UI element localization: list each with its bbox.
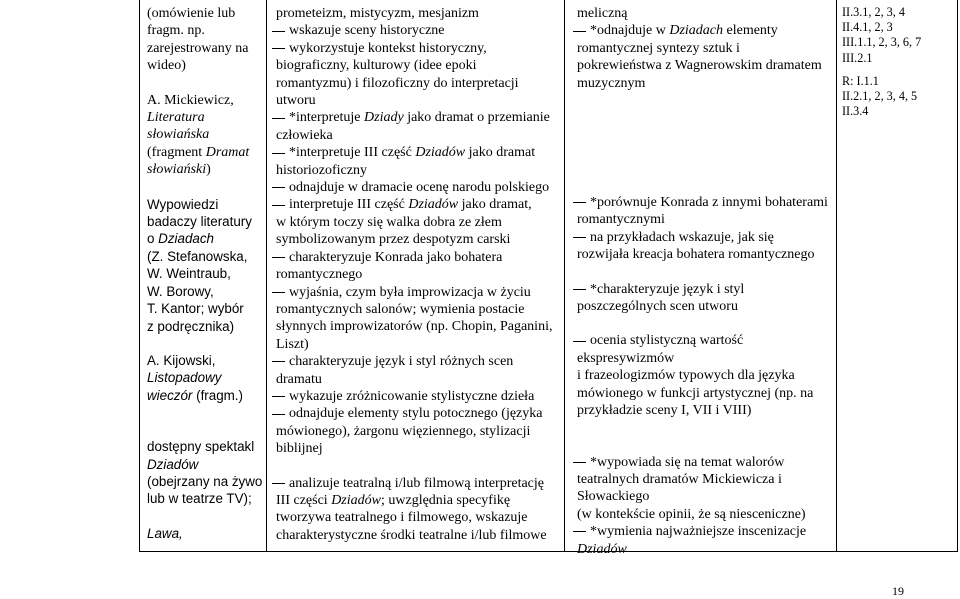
- text-fragment: historiozoficzny: [276, 162, 367, 178]
- requirement-line: [272, 458, 562, 475]
- text-fragment: romantycznego: [276, 267, 363, 283]
- text-fragment: utworu: [276, 93, 316, 109]
- requirement-line: [272, 336, 562, 353]
- text-fragment: poszczególnych scen utworu: [577, 299, 738, 315]
- requirement-line: [573, 315, 835, 332]
- requirement-line: [573, 523, 835, 540]
- curriculum-references-column: [842, 5, 954, 119]
- text-line: [147, 456, 265, 473]
- text-fragment: ocenia stylistyczną wartość: [590, 333, 744, 349]
- text-fragment: odnajduje w dramacie ocenę narodu polskiego: [289, 180, 550, 196]
- requirement-line: [272, 231, 562, 248]
- curriculum-reference: II.3.4: [842, 104, 869, 119]
- text-line: [147, 5, 265, 22]
- text-fragment: A. Mickiewicz,: [147, 92, 234, 108]
- table-border-left: [139, 0, 140, 552]
- requirement-line: [573, 40, 835, 57]
- text-line: [147, 473, 265, 490]
- text-fragment: słowiańska: [147, 127, 210, 143]
- requirement-line: [573, 281, 835, 298]
- text-fragment: *odnajduje w: [590, 23, 670, 39]
- requirement-line: [573, 75, 835, 92]
- text-line: [147, 352, 265, 369]
- title-italic: Dziadach: [158, 231, 214, 247]
- requirement-line: [573, 22, 835, 39]
- requirement-line: [272, 527, 562, 544]
- requirement-line: [272, 40, 562, 57]
- text-fragment: wyjaśnia, czym była improwizacja w życiu: [289, 284, 531, 300]
- requirement-line: [272, 371, 562, 388]
- text-fragment: na przykładach wskazuje, jak się: [590, 229, 774, 245]
- text-line: [147, 22, 265, 39]
- curriculum-reference: II.3.1, 2, 3, 4: [842, 5, 905, 19]
- requirement-line: [573, 488, 835, 505]
- text-line: [147, 300, 265, 317]
- text-fragment: ekspresywizmów: [577, 350, 675, 366]
- text-fragment: o: [147, 231, 159, 247]
- curriculum-reference: III.2.1: [842, 50, 873, 65]
- text-fragment: charakteryzuje język i styl różnych scen: [289, 354, 514, 370]
- text-line: [147, 92, 265, 109]
- text-line: [147, 213, 265, 230]
- text-fragment: elementy: [723, 23, 778, 39]
- texts-column: [147, 5, 265, 542]
- text-fragment: dostępny spektakl: [147, 439, 255, 455]
- text-line: [147, 179, 265, 196]
- curriculum-reference: II.2.1, 2, 3, 4, 5: [842, 89, 918, 104]
- text-line: [147, 161, 265, 178]
- text-fragment: badaczy literatury: [147, 214, 252, 230]
- text-fragment: meliczną: [577, 6, 628, 21]
- text-fragment: ): [206, 162, 211, 178]
- curriculum-reference: II.4.1, 2, 3: [842, 20, 893, 35]
- text-fragment: W. Borowy,: [147, 283, 214, 299]
- requirement-line: [272, 266, 562, 283]
- text-line: [147, 369, 265, 386]
- text-fragment: odnajduje elementy stylu potocznego (języka: [289, 406, 543, 422]
- text-fragment: w którym toczy się walka dobra ze złem: [276, 214, 502, 230]
- text-fragment: przykładzie sceny I, VII i VIII): [577, 403, 752, 419]
- requirement-line: [573, 92, 835, 109]
- column-divider-2: [564, 0, 565, 552]
- text-line: [147, 230, 265, 247]
- requirement-line: [272, 109, 562, 126]
- requirement-line: [573, 177, 835, 194]
- text-line: [147, 144, 265, 161]
- requirement-line: [573, 211, 835, 228]
- requirement-line: [272, 127, 562, 144]
- text-fragment: fragm. np.: [147, 23, 205, 39]
- text-fragment: (Z. Stefanowska,: [147, 248, 248, 264]
- text-fragment: A. Kijowski,: [147, 352, 216, 368]
- text-fragment: z podręcznika): [147, 318, 235, 334]
- requirement-line: [573, 420, 835, 437]
- text-fragment: *wymienia najważniejsze inscenizacje: [590, 524, 807, 540]
- text-fragment: Liszt): [276, 336, 309, 352]
- text-line: [147, 404, 265, 421]
- text-fragment: człowieka: [276, 127, 333, 143]
- text-fragment: *interpretuje: [289, 110, 365, 126]
- text-fragment: rozwijała kreacja bohatera romantycznego: [577, 247, 815, 263]
- requirement-line: [573, 437, 835, 454]
- text-line: [147, 438, 265, 455]
- text-line: [147, 508, 265, 525]
- requirement-line: [573, 109, 835, 126]
- text-fragment: *interpretuje III część: [289, 145, 416, 161]
- text-line: [147, 490, 265, 507]
- title-italic: Dramat: [205, 144, 250, 160]
- text-line: [147, 525, 265, 542]
- requirement-line: [272, 22, 562, 39]
- requirement-line: [272, 388, 562, 405]
- column-divider-3: [836, 0, 837, 552]
- title-italic: słowiański: [147, 162, 207, 178]
- requirement-line: [573, 264, 835, 281]
- text-line: [147, 75, 265, 92]
- requirement-line: [573, 541, 835, 558]
- text-fragment: (fragment: [147, 144, 206, 160]
- text-fragment: biograficzny, kulturowy (idee epoki: [276, 58, 477, 74]
- text-line: [147, 387, 265, 404]
- text-fragment: romantyzmu) i filozoficzny do interpretacji: [276, 75, 519, 91]
- requirement-line: [573, 229, 835, 246]
- table-border-right: [957, 0, 958, 552]
- text-fragment: *charakteryzuje język i styl: [590, 281, 745, 297]
- requirement-line: [573, 332, 835, 349]
- column-divider-1: [266, 0, 267, 552]
- requirement-line: [573, 246, 835, 263]
- text-line: [147, 265, 265, 282]
- text-fragment: T. Kantor; wybór: [147, 301, 244, 317]
- text-fragment: i frazeologizmów typowych dla języka: [577, 368, 795, 384]
- title-italic: Dziadach: [669, 23, 723, 39]
- requirement-line: [573, 454, 835, 471]
- text-fragment: romantycznych salonów; wymienia postacie: [276, 301, 525, 317]
- requirement-line: [272, 75, 562, 92]
- requirement-line: [272, 509, 562, 526]
- text-fragment: biblijnej: [276, 441, 323, 457]
- text-fragment: Dziadów: [147, 456, 199, 472]
- text-fragment: charakterystyczne środki teatralne i/lub filmowe: [276, 527, 547, 543]
- requirement-line: [573, 5, 835, 22]
- extended-requirements-column: [573, 5, 835, 558]
- requirement-line: [272, 284, 562, 301]
- text-fragment: (omówienie lub: [147, 6, 236, 21]
- text-line: [147, 126, 265, 143]
- requirement-line: [272, 301, 562, 318]
- text-line: [147, 283, 265, 300]
- text-fragment: romantycznymi: [577, 212, 665, 228]
- text-fragment: W. Weintraub,: [147, 266, 231, 282]
- text-fragment: wideo): [147, 58, 186, 74]
- text-fragment: Listopadowy: [147, 370, 222, 386]
- text-line: [147, 57, 265, 74]
- text-fragment: (w kontekście opinii, że są niesceniczne): [577, 506, 806, 522]
- text-fragment: *wypowiada się na temat walorów: [590, 454, 785, 470]
- text-fragment: wskazuje sceny historyczne: [289, 23, 445, 39]
- requirement-line: [272, 214, 562, 231]
- table-bottom-border: [139, 551, 958, 552]
- requirement-line: [272, 162, 562, 179]
- text-fragment: muzycznym: [577, 75, 646, 91]
- text-fragment: (obejrzany na żywo: [147, 473, 263, 489]
- text-line: [147, 248, 265, 265]
- requirement-line: [573, 160, 835, 177]
- requirement-line: [573, 194, 835, 211]
- requirement-line: [272, 57, 562, 74]
- text-fragment: Słowackiego: [577, 489, 650, 505]
- requirement-line: [272, 440, 562, 457]
- text-line: [147, 318, 265, 335]
- text-fragment: Wypowiedzi: [147, 196, 219, 212]
- text-fragment: *porównuje Konrada z innymi bohaterami: [590, 195, 828, 211]
- requirement-line: [573, 471, 835, 488]
- title-italic: Dziadów: [408, 197, 459, 213]
- text-line: [147, 40, 265, 57]
- requirement-line: [272, 92, 562, 109]
- text-line: [147, 335, 265, 352]
- requirement-line: [573, 385, 835, 402]
- requirement-line: [573, 367, 835, 384]
- text-fragment: teatralnych dramatów Mickiewicza i: [577, 471, 782, 487]
- requirement-line: [272, 492, 562, 509]
- text-fragment: Lawa,: [147, 525, 183, 541]
- curriculum-reference: [842, 66, 954, 74]
- text-fragment: dramatu: [276, 371, 322, 387]
- curriculum-reference: III.1.1, 2, 3, 6, 7: [842, 35, 922, 50]
- text-fragment: lub w teatrze TV);: [147, 491, 252, 507]
- text-fragment: charakteryzuje Konrada jako bohatera: [289, 249, 503, 265]
- requirement-line: [573, 126, 835, 143]
- text-fragment: tworzywa teatralnego i filmowego, wskazuje: [276, 510, 528, 526]
- requirement-line: [573, 350, 835, 367]
- text-fragment: mówionego w funkcji artystycznej (np. na: [577, 385, 814, 401]
- text-fragment: jako dramat,: [458, 197, 532, 213]
- title-italic: wieczór: [147, 387, 193, 403]
- requirement-line: [272, 196, 562, 213]
- text-fragment: wykorzystuje kontekst historyczny,: [289, 40, 487, 56]
- text-fragment: III części: [276, 492, 332, 508]
- text-fragment: jako dramat o przemianie: [403, 110, 550, 126]
- requirement-line: [272, 5, 562, 22]
- requirement-line: [272, 179, 562, 196]
- requirement-line: [573, 402, 835, 419]
- title-italic: Dziady: [364, 110, 404, 126]
- requirement-line: [272, 475, 562, 492]
- text-fragment: jako dramat: [465, 145, 536, 161]
- requirement-line: [272, 144, 562, 161]
- page-number: 19: [892, 584, 904, 598]
- basic-requirements-column: [272, 5, 562, 544]
- title-italic: Dziadów: [415, 145, 466, 161]
- requirement-line: [272, 353, 562, 370]
- text-fragment: mówionego), żargonu więziennego, stylizacji: [276, 423, 531, 439]
- text-fragment: wykazuje zróżnicowanie stylistyczne dzieła: [289, 388, 535, 404]
- text-fragment: (fragm.): [192, 387, 243, 403]
- text-fragment: pokrewieństwa z Wagnerowskim dramatem: [577, 58, 822, 74]
- text-line: [147, 196, 265, 213]
- requirement-line: [573, 143, 835, 160]
- text-fragment: słynnych improwizatorów (np. Chopin, Paganini,: [276, 319, 553, 335]
- requirement-line: [272, 318, 562, 335]
- requirement-line: [573, 298, 835, 315]
- text-fragment: symbolizowanym przez despotyzm carski: [276, 232, 511, 248]
- text-fragment: analizuje teatralną i/lub filmową interpretację: [289, 475, 544, 491]
- requirement-line: [573, 57, 835, 74]
- curriculum-reference: R: I.1.1: [842, 73, 879, 88]
- text-line: [147, 109, 265, 126]
- title-italic: Dziadów: [331, 492, 381, 508]
- text-fragment: prometeizm, mistycyzm, mesjanizm: [276, 6, 479, 21]
- text-fragment: zarejestrowany na: [147, 40, 249, 56]
- text-fragment: Literatura: [147, 110, 205, 126]
- requirement-line: [573, 506, 835, 523]
- requirement-line: [272, 423, 562, 440]
- requirement-line: [272, 249, 562, 266]
- text-fragment: romantycznej syntezy sztuk i: [577, 40, 740, 56]
- text-fragment: interpretuje III część: [289, 197, 409, 213]
- requirement-line: [272, 405, 562, 422]
- text-line: [147, 421, 265, 438]
- text-fragment: Dziadów: [577, 541, 627, 557]
- text-fragment: ; uwzględnia specyfikę: [380, 492, 511, 508]
